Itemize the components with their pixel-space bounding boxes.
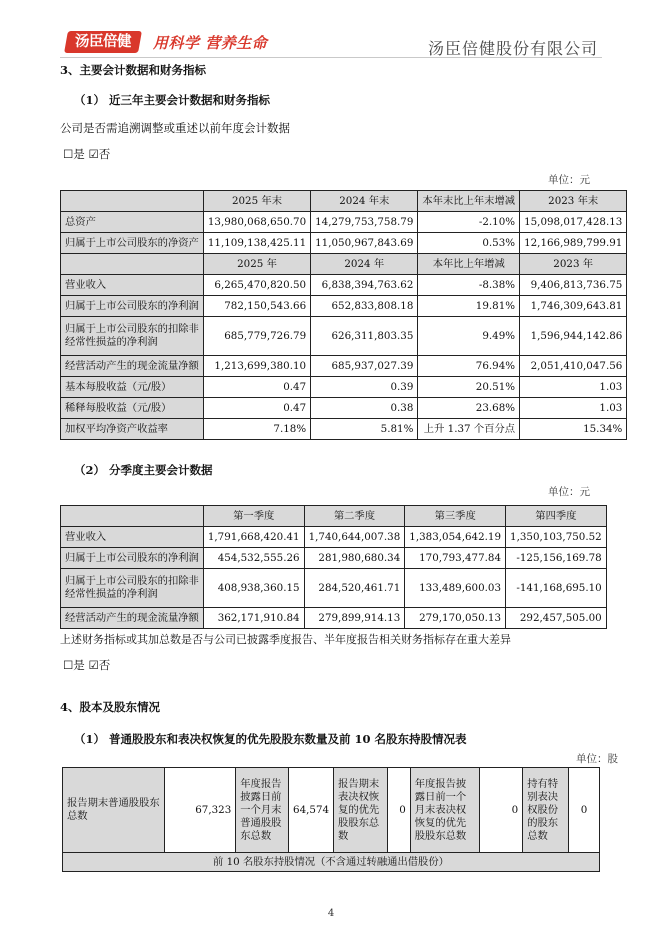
column-header: 2025 年末 [203,191,310,212]
table-cell: 1,383,054,642.19 [405,527,506,548]
page-number: 4 [327,908,335,919]
table-cell: 7.18% [203,419,310,440]
table-cell: 20.51% [418,377,520,398]
table-row [61,548,607,569]
row-label: 营业收入 [61,275,204,296]
table-cell: 11,050,967,843.69 [311,233,418,254]
shareholder-count-table [62,767,600,872]
subsection-title-3-2: （2） 分季度主要会计数据 [74,463,213,477]
section-title-3: 3、主要会计数据和财务指标 [60,63,207,77]
header-divider [60,57,602,58]
table-cell: 11,109,138,425.11 [203,233,310,254]
table-corner [61,506,204,527]
table-cell: -8.38% [418,275,520,296]
table-row [61,233,627,254]
table-cell: 1,791,668,420.41 [203,527,304,548]
table-row [61,356,627,377]
table-cell: 170,793,477.84 [405,548,506,569]
table-cell: 281,980,680.34 [304,548,405,569]
company-name: 汤臣倍健股份有限公司 [427,39,598,58]
table-cell: 1.03 [520,398,627,419]
table-row [61,296,627,317]
table-row [61,569,607,608]
column-header: 本年比上年增减 [418,254,520,275]
column-header: 第四季度 [506,506,607,527]
table-cell: 626,311,803.35 [311,317,418,356]
table-row [61,419,627,440]
column-header: 2024 年末 [311,191,418,212]
table-cell: 685,937,027.39 [311,356,418,377]
table-corner [61,254,204,275]
table-cell: 64,574 [289,768,334,853]
table-cell: -125,156,169.78 [506,548,607,569]
subsection-title-3-1: （1） 近三年主要会计数据和财务指标 [74,93,271,107]
table-cell: 0 [569,768,600,853]
table-row [61,398,627,419]
unit-label-2: 单位：元 [548,486,590,498]
table-row [61,317,627,356]
row-label: 基本每股收益（元/股） [61,377,204,398]
table-cell: 15,098,017,428.13 [520,212,627,233]
table-cell: 408,938,360.15 [203,569,304,608]
row-label: 报告期末表决权恢复的优先股股东总数 [334,768,388,853]
table-cell: 0.38 [311,398,418,419]
table-cell: 652,833,808.18 [311,296,418,317]
table-corner [61,191,204,212]
table-cell: 2,051,410,047.56 [520,356,627,377]
row-label: 年度报告披露日前一个月末普通股股东总数 [236,768,289,853]
row-label: 经营活动产生的现金流量净额 [61,608,204,629]
column-header: 第二季度 [304,506,405,527]
table-cell: 19.81% [418,296,520,317]
table-header-row [61,506,607,527]
table-row [61,275,627,296]
table-row [63,768,600,853]
row-label: 归属于上市公司股东的净利润 [61,548,204,569]
financial-indicators-table [60,190,627,440]
table-cell: 133,489,600.03 [405,569,506,608]
brand-logo [64,31,142,53]
row-label: 稀释每股收益（元/股） [61,398,204,419]
table-cell: 15.34% [520,419,627,440]
table-cell: 1,740,644,007.38 [304,527,405,548]
column-header: 第三季度 [405,506,506,527]
page-header [0,0,662,62]
restatement-answer: ☐是 ☑否 [63,147,111,161]
subsection-title-4-1: （1） 普通股股东和表决权恢复的优先股股东数量及前 10 名股东持股情况表 [74,732,467,746]
column-header: 2023 年末 [520,191,627,212]
row-label: 报告期末普通股股东总数 [63,768,165,853]
table-cell: 6,265,470,820.50 [203,275,310,296]
quarterly-data-table [60,505,607,629]
table-cell: 13,980,068,650.70 [203,212,310,233]
table-cell: 292,457,505.00 [506,608,607,629]
brand-slogan: 用科学 营养生命 [153,34,268,52]
table-cell: 0 [480,768,523,853]
table-cell: 279,899,914.13 [304,608,405,629]
table-cell: 362,171,910.84 [203,608,304,629]
row-label: 持有特别表决权股份的股东总数 [523,768,569,853]
table-cell: -141,168,695.10 [506,569,607,608]
row-label: 总资产 [61,212,204,233]
table-cell: 284,520,461.71 [304,569,405,608]
difference-question: 上述财务指标或其加总数是否与公司已披露季度报告、半年度报告相关财务指标存在重大差异 [60,633,511,646]
table-row [61,608,607,629]
table-row [61,212,627,233]
row-label: 归属于上市公司股东的净资产 [61,233,204,254]
table-cell: 1,213,699,380.10 [203,356,310,377]
table-cell: 782,150,543.66 [203,296,310,317]
table-cell: 9,406,813,736.75 [520,275,627,296]
column-header: 本年末比上年末增减 [418,191,520,212]
table-cell: 76.94% [418,356,520,377]
table-cell: 685,779,726.79 [203,317,310,356]
table-cell: 67,323 [165,768,236,853]
table-row [61,377,627,398]
row-label: 加权平均净资产收益率 [61,419,204,440]
row-label: 营业收入 [61,527,204,548]
table-cell: 9.49% [418,317,520,356]
table-cell: 0 [387,768,410,853]
table-cell: 1,350,103,750.52 [506,527,607,548]
table-cell: 454,532,555.26 [203,548,304,569]
table-cell: 1,746,309,643.81 [520,296,627,317]
table-header-row [61,191,627,212]
restatement-question: 公司是否需追溯调整或重述以前年度会计数据 [60,121,290,135]
table-cell: 14,279,753,758.79 [311,212,418,233]
unit-label-3: 单位：股 [576,753,618,765]
table-cell: 0.47 [203,377,310,398]
table-cell: 0.53% [418,233,520,254]
table-cell: -2.10% [418,212,520,233]
table-row [61,527,607,548]
table-cell: 0.47 [203,398,310,419]
table-cell: 5.81% [311,419,418,440]
column-header: 2024 年 [311,254,418,275]
difference-answer: ☐是 ☑否 [63,658,111,672]
column-header: 2023 年 [520,254,627,275]
table-cell: 0.39 [311,377,418,398]
table-section-caption: 前 10 名股东持股情况（不含通过转融通出借股份） [63,853,600,872]
column-header: 第一季度 [203,506,304,527]
table-cell: 上升 1.37 个百分点 [418,419,520,440]
section-title-4: 4、股本及股东情况 [60,700,161,714]
row-label: 归属于上市公司股东的扣除非经常性损益的净利润 [61,569,204,608]
table-cell: 1,596,944,142.86 [520,317,627,356]
row-label: 经营活动产生的现金流量净额 [61,356,204,377]
table-header-row [61,254,627,275]
table-cell: 1.03 [520,377,627,398]
brand-logo-text: 汤臣倍健 [75,34,131,50]
table-cell: 23.68% [418,398,520,419]
table-row [63,853,600,872]
column-header: 2025 年 [203,254,310,275]
table-cell: 279,170,050.13 [405,608,506,629]
row-label: 年度报告披露日前一个月末表决权恢复的优先股股东总数 [410,768,480,853]
row-label: 归属于上市公司股东的净利润 [61,296,204,317]
table-cell: 12,166,989,799.91 [520,233,627,254]
row-label: 归属于上市公司股东的扣除非经常性损益的净利润 [61,317,204,356]
unit-label-1: 单位：元 [548,174,590,186]
table-cell: 6,838,394,763.62 [311,275,418,296]
